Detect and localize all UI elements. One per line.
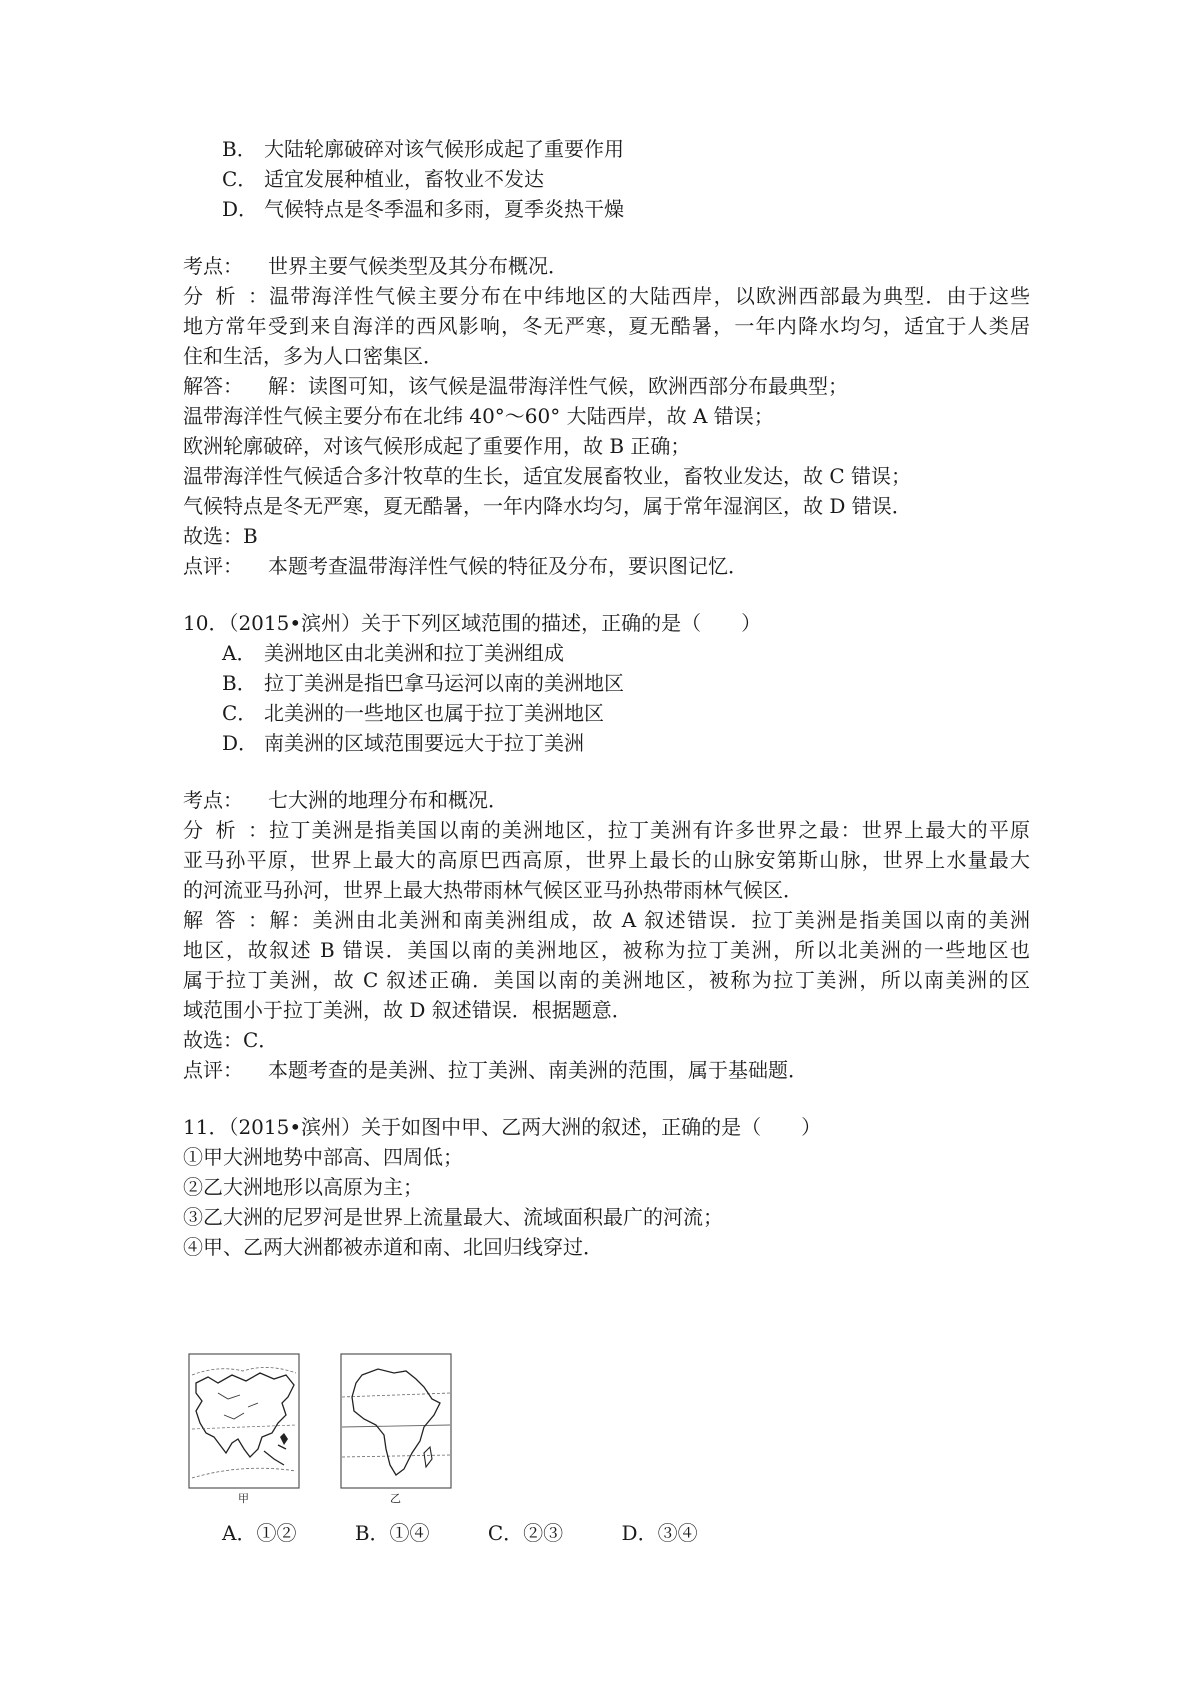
q11-statement-4: ④甲、乙两大洲都被赤道和南、北回归线穿过．	[183, 1235, 603, 1259]
map-yi-africa	[340, 1353, 452, 1489]
kaodian-label: 考点：	[183, 788, 243, 812]
dianping-text: 本题考查温带海洋性气候的特征及分布，要识图记忆．	[268, 554, 748, 578]
option-text: 适宜发展种植业，畜牧业不发达	[264, 167, 544, 191]
q11-statement-2: ②乙大洲地形以高原为主；	[183, 1175, 423, 1199]
q11-stem: 11．（2015•滨州）关于如图中甲、乙两大洲的叙述，正确的是（ ）	[183, 1115, 822, 1139]
kaodian-label: 考点：	[183, 254, 243, 278]
option-letter: B．	[222, 137, 257, 161]
kaodian-text: 七大洲的地理分布和概况．	[268, 788, 508, 812]
q9-jieda-line-3: 欧洲轮廓破碎，对该气候形成起了重要作用，故 B 正确；	[183, 434, 691, 458]
choice-c: C．②③	[487, 1521, 564, 1545]
q9-answer: 故选：B	[183, 524, 258, 548]
q9-kaodian	[183, 250, 568, 282]
q10-option-b	[222, 667, 624, 699]
dianping-text: 本题考查的是美洲、拉丁美洲、南美洲的范围，属于基础题．	[268, 1058, 808, 1082]
map-jia-asia	[188, 1353, 300, 1489]
q11-statement-1: ①甲大洲地势中部高、四周低；	[183, 1145, 463, 1169]
jieda-text: 解：美洲由北美洲和南美洲组成，故 A 叙述错误．拉丁美洲是指美国以南的美洲	[268, 908, 1030, 932]
q9-option-d	[222, 193, 624, 225]
option-letter: C．	[222, 167, 258, 191]
kaodian-text: 世界主要气候类型及其分布概况．	[268, 254, 568, 278]
q9-dianping	[183, 550, 748, 582]
fenxi-label: 分析：	[183, 818, 268, 842]
option-letter: A．	[222, 641, 257, 665]
option-letter: C．	[222, 701, 258, 725]
q11-statement-3: ③乙大洲的尼罗河是世界上流量最大、流域面积最广的河流；	[183, 1205, 723, 1229]
choice-d: D．③④	[621, 1521, 698, 1545]
q10-option-d	[222, 727, 584, 759]
q10-answer: 故选：C．	[183, 1028, 279, 1052]
dianping-label: 点评：	[183, 554, 243, 578]
q9-jieda-line-2: 温带海洋性气候主要分布在北纬 40°～60° 大陆西岸，故 A 错误；	[183, 404, 774, 428]
q10-fenxi-line-1	[183, 814, 1030, 846]
dianping-label: 点评：	[183, 1058, 243, 1082]
q10-dianping	[183, 1054, 808, 1086]
q10-jieda-line-4: 域范围小于拉丁美洲，故 D 叙述错误．根据题意．	[183, 998, 632, 1022]
q9-option-c	[222, 163, 544, 195]
option-text: 拉丁美洲是指巴拿马运河以南的美洲地区	[264, 671, 624, 695]
q9-fenxi-line-3: 住和生活，多为人口密集区．	[183, 344, 443, 368]
fenxi-text: 拉丁美洲是指美国以南的美洲地区，拉丁美洲有许多世界之最：世界上最大的平原	[268, 818, 1030, 842]
q10-jieda-line-3: 属于拉丁美洲，故 C 叙述正确．美国以南的美洲地区，被称为拉丁美洲，所以南美洲的区	[183, 968, 1030, 992]
q10-stem: 10．（2015•滨州）关于下列区域范围的描述，正确的是（ ）	[183, 611, 762, 635]
choice-a: A．①②	[222, 1521, 297, 1545]
q10-option-a	[222, 637, 564, 669]
option-letter: D．	[222, 197, 259, 221]
jieda-text: 解：读图可知，该气候是温带海洋性气候，欧洲西部分布最典型；	[268, 374, 848, 398]
q10-jieda-line-2: 地区，故叙述 B 错误．美国以南的美洲地区，被称为拉丁美洲，所以北美洲的一些地区也	[183, 938, 1030, 962]
q9-jieda-line-1	[183, 370, 848, 402]
option-letter: B．	[222, 671, 257, 695]
map-yi-label: 乙	[390, 1492, 401, 1505]
jieda-label: 解答：	[183, 374, 243, 398]
q9-jieda-line-5: 气候特点是冬无严寒，夏无酷暑，一年内降水均匀，属于常年湿润区，故 D 错误．	[183, 494, 912, 518]
q10-jieda-line-1	[183, 904, 1030, 936]
fenxi-label: 分析：	[183, 284, 268, 308]
fenxi-text: 温带海洋性气候主要分布在中纬地区的大陆西岸，以欧洲西部最为典型．由于这些	[268, 284, 1030, 308]
q10-fenxi-line-3: 的河流亚马孙河，世界上最大热带雨林气候区亚马孙热带雨林气候区．	[183, 878, 803, 902]
q9-option-b	[222, 133, 624, 165]
q10-option-c	[222, 697, 604, 729]
option-text: 大陆轮廓破碎对该气候形成起了重要作用	[264, 137, 624, 161]
option-text: 北美洲的一些地区也属于拉丁美洲地区	[264, 701, 604, 725]
q9-fenxi-line-1	[183, 280, 1030, 312]
q11-choices	[222, 1517, 750, 1549]
option-letter: D．	[222, 731, 259, 755]
q9-jieda-line-4: 温带海洋性气候适合多汁牧草的生长，适宜发展畜牧业，畜牧业发达，故 C 错误；	[183, 464, 912, 488]
q9-fenxi-line-2: 地方常年受到来自海洋的西风影响，冬无严寒，夏无酷暑，一年内降水均匀，适宜于人类居	[183, 314, 1030, 338]
option-text: 南美洲的区域范围要远大于拉丁美洲	[264, 731, 584, 755]
jieda-label: 解答：	[183, 908, 268, 932]
q10-kaodian	[183, 784, 508, 816]
q10-fenxi-line-2: 亚马孙平原，世界上最大的高原巴西高原，世界上最长的山脉安第斯山脉，世界上水量最大	[183, 848, 1030, 872]
map-jia-label: 甲	[238, 1492, 249, 1505]
option-text: 气候特点是冬季温和多雨，夏季炎热干燥	[264, 197, 624, 221]
choice-b: B．①④	[354, 1521, 430, 1545]
option-text: 美洲地区由北美洲和拉丁美洲组成	[264, 641, 564, 665]
